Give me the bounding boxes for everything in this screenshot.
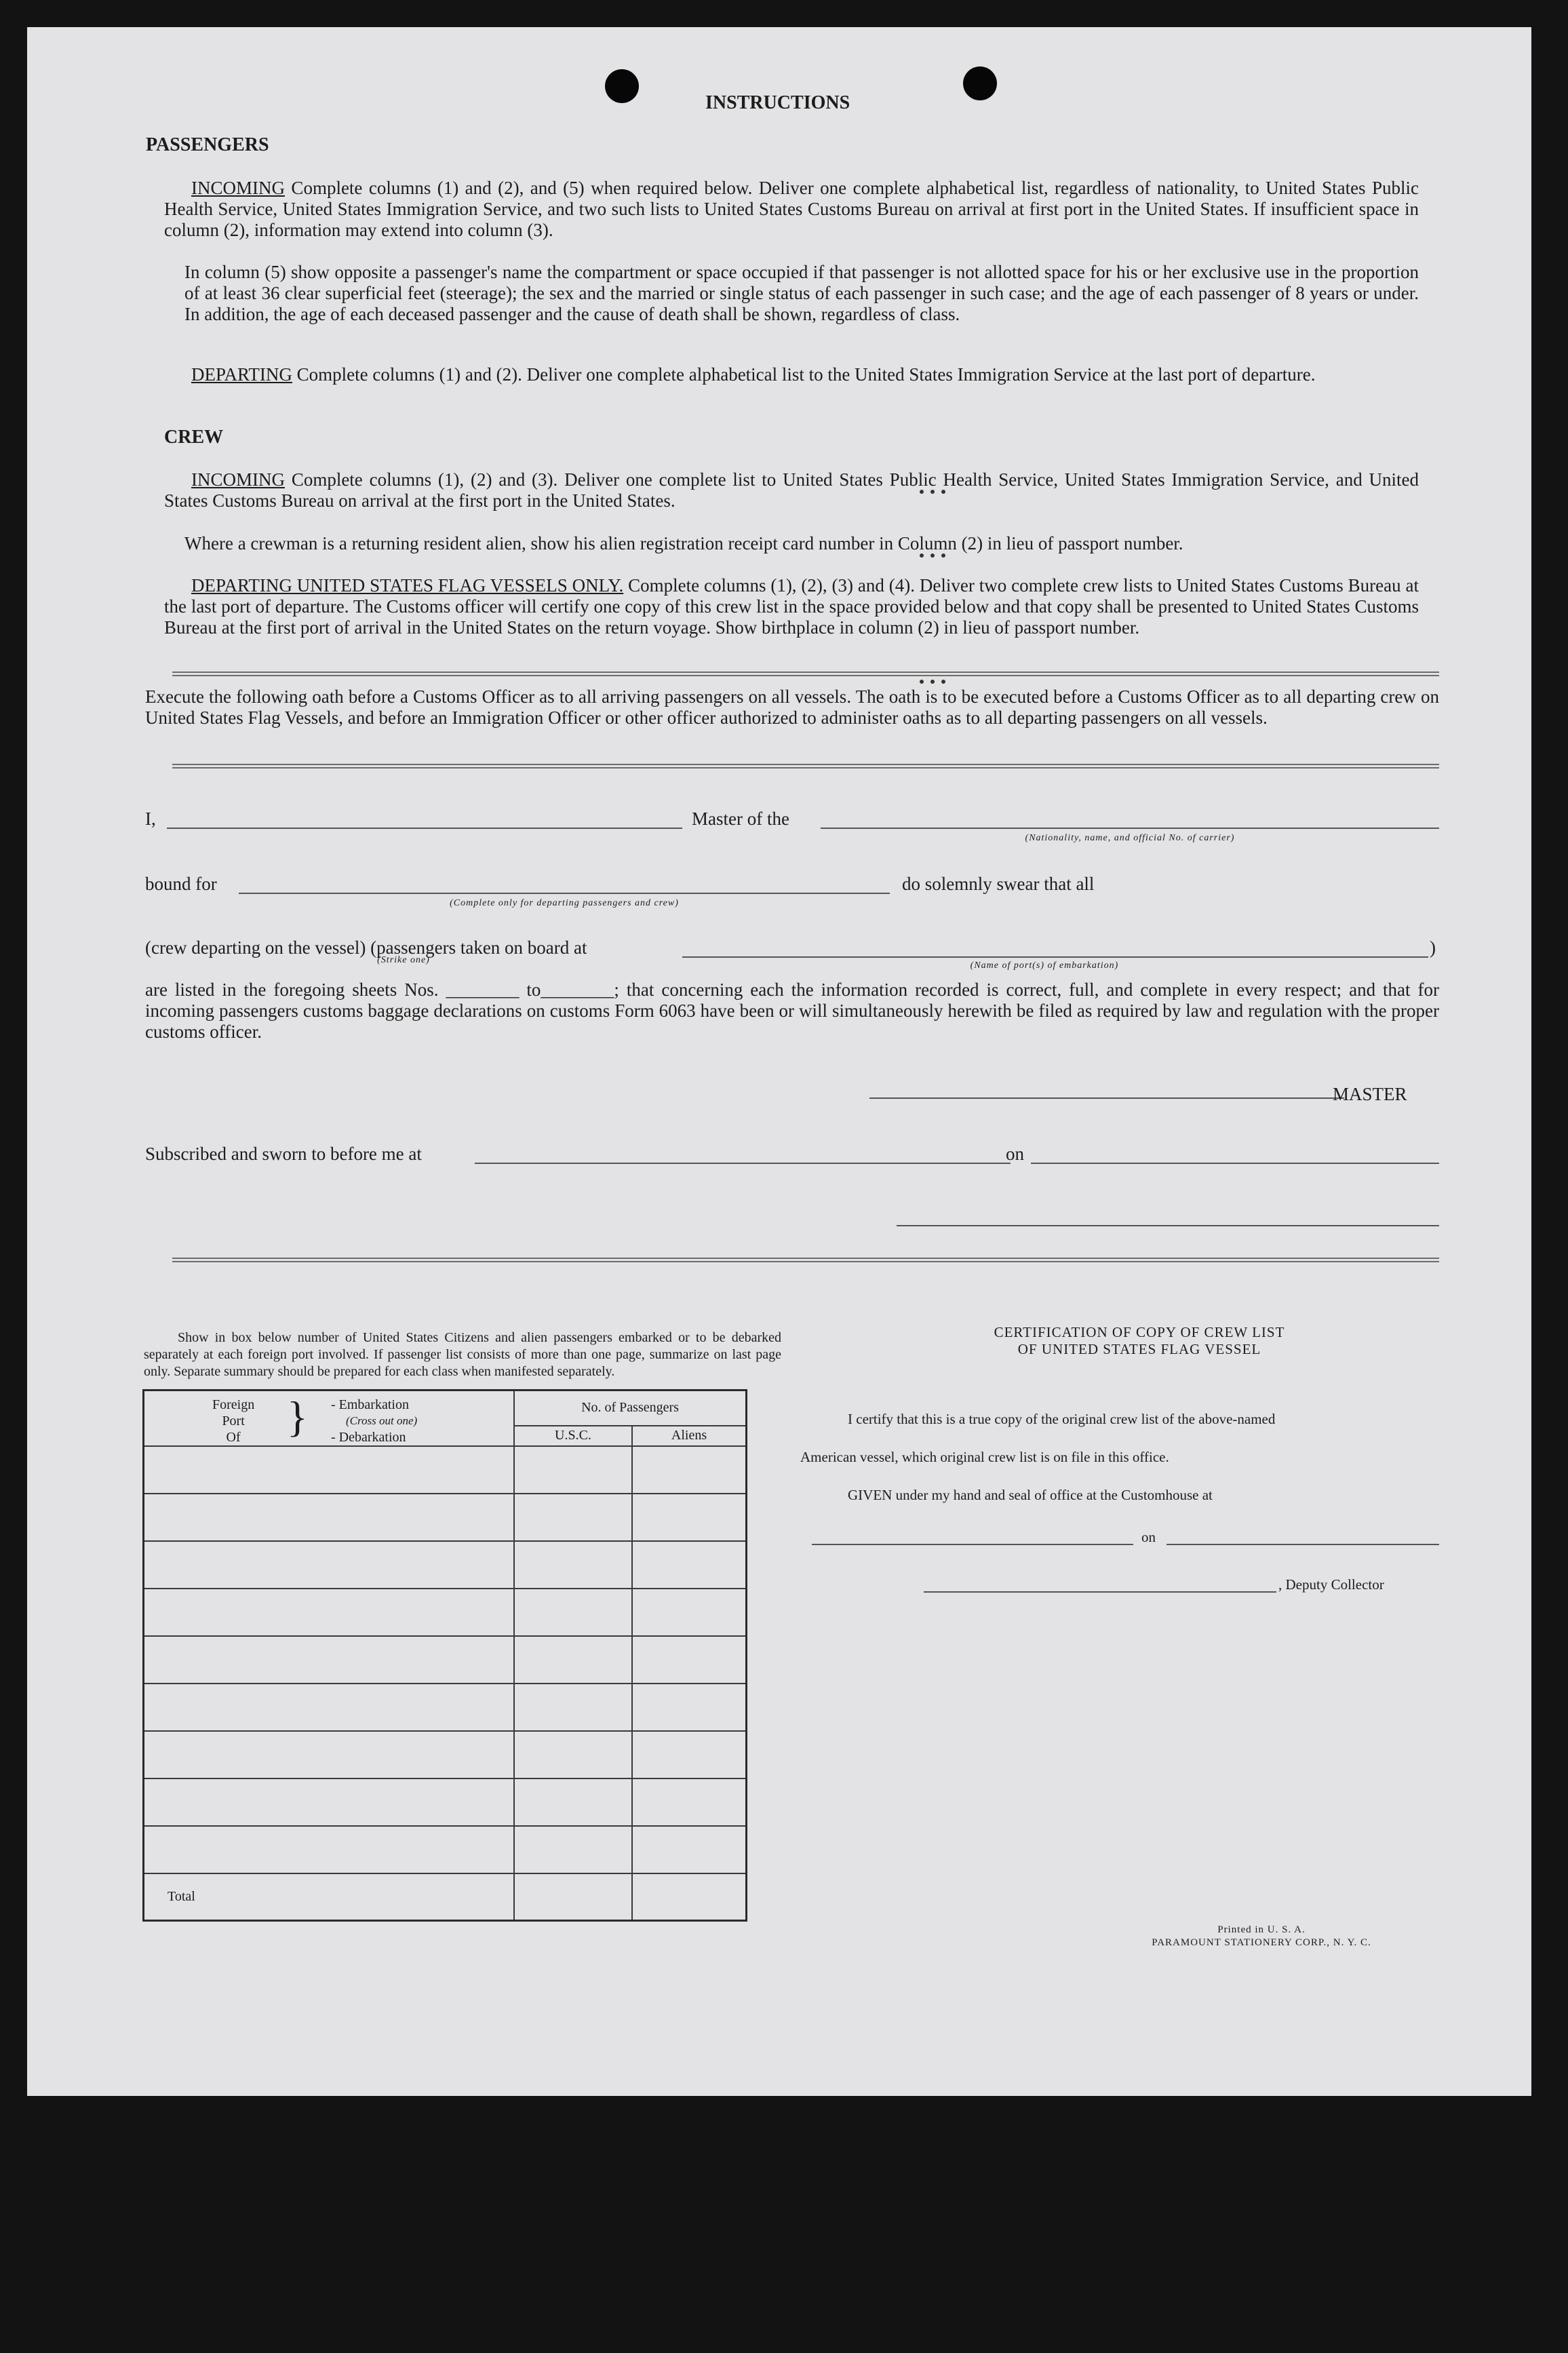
- of-label: Of: [226, 1430, 241, 1445]
- scan-speck: [920, 490, 924, 494]
- aliens-cell[interactable]: [632, 1778, 747, 1826]
- divider-1b: [172, 675, 1439, 676]
- port-cell[interactable]: [144, 1826, 515, 1873]
- passengers-departing-label: DEPARTING: [191, 364, 292, 385]
- no-passengers-header: No. of Passengers: [514, 1391, 747, 1426]
- scan-speck: [941, 490, 945, 494]
- certification-line3: GIVEN under my hand and seal of office at the Customhouse at: [848, 1487, 1213, 1503]
- listed-paragraph: are listed in the foregoing sheets Nos. ________ to________; that concerning each the information recorded is correct, full, and complete in every respect; and that for incoming passengers customs baggage declarations on customs Form 6063 have been or will simultaneously herewith be filed as required by law and regulation with the proper customs officer.: [145, 979, 1439, 1042]
- carrier-caption: (Nationality, name, and official No. of carrier): [1025, 833, 1235, 843]
- certification-date-field[interactable]: [1167, 1544, 1439, 1545]
- summary-row: [144, 1826, 747, 1873]
- crew-departing-label: DEPARTING UNITED STATES FLAG VESSELS ONLY.: [191, 575, 624, 596]
- scan-speck: [941, 553, 945, 558]
- usc-cell[interactable]: [514, 1731, 632, 1778]
- certification-on-label: on: [1141, 1529, 1156, 1545]
- divider-1: [172, 672, 1439, 673]
- aliens-cell[interactable]: [632, 1446, 747, 1494]
- punch-hole-left: [605, 69, 639, 103]
- embarkation-port-field[interactable]: [682, 956, 1428, 958]
- certification-title-line1: CERTIFICATION OF COPY OF CREW LIST: [994, 1324, 1285, 1340]
- scan-speck: [930, 553, 935, 558]
- divider-3b: [172, 1261, 1439, 1262]
- summary-header-row: [144, 1391, 747, 1426]
- close-paren: ): [1430, 937, 1436, 958]
- scan-speck: [941, 680, 945, 684]
- embark-debark-group: [331, 1397, 417, 1445]
- passengers-incoming-label: INCOMING: [191, 178, 285, 198]
- port-cell[interactable]: [144, 1684, 515, 1731]
- usc-cell[interactable]: [514, 1684, 632, 1731]
- total-label: Total: [144, 1873, 515, 1921]
- embarkation-label[interactable]: - Embarkation: [331, 1397, 409, 1412]
- scan-speck: [920, 680, 924, 684]
- crew-departing-label-oath: (crew departing on the vessel) (passengers taken on board at: [145, 937, 587, 958]
- port-cell[interactable]: [144, 1541, 515, 1589]
- aliens-cell[interactable]: [632, 1826, 747, 1873]
- crew-incoming-paragraph: [164, 469, 1419, 511]
- cross-out-label: (Cross out one): [346, 1414, 418, 1427]
- deputy-signature-field[interactable]: [924, 1591, 1276, 1593]
- port-cell[interactable]: [144, 1731, 515, 1778]
- passengers-departing-paragraph: [164, 364, 1419, 385]
- summary-row: [144, 1589, 747, 1636]
- summary-row: [144, 1778, 747, 1826]
- certification-line2: American vessel, which original crew list is on file in this office.: [800, 1449, 1169, 1465]
- divider-3: [172, 1258, 1439, 1259]
- bound-for-field[interactable]: [239, 893, 890, 894]
- passengers-heading: PASSENGERS: [146, 134, 269, 155]
- bound-for-label: bound for: [145, 874, 217, 894]
- crew-heading: CREW: [164, 427, 224, 448]
- port-cell[interactable]: [144, 1778, 515, 1826]
- port-caption: (Name of port(s) of embarkation): [970, 960, 1119, 971]
- master-signature-field[interactable]: [869, 1097, 1344, 1099]
- summary-row: [144, 1731, 747, 1778]
- certification-title-line2: OF UNITED STATES FLAG VESSEL: [1017, 1341, 1261, 1357]
- summary-row: [144, 1541, 747, 1589]
- total-usc-cell[interactable]: [514, 1873, 632, 1921]
- scan-speck: [930, 680, 935, 684]
- aliens-cell[interactable]: [632, 1541, 747, 1589]
- printer-imprint: [1099, 1924, 1424, 1949]
- usc-header: U.S.C.: [514, 1426, 632, 1446]
- summary-note: Show in box below number of United States Citizens and alien passengers embarked or to be debarked separately at each foreign port involved. If passenger list consists of more than one page, summarize on last page only. Separate summary should be prepared for each class when manifested separately.: [144, 1330, 781, 1379]
- carrier-field[interactable]: [821, 828, 1439, 829]
- certification-title: [868, 1324, 1411, 1358]
- total-aliens-cell[interactable]: [632, 1873, 747, 1921]
- crew-incoming-label: INCOMING: [191, 469, 285, 490]
- aliens-cell[interactable]: [632, 1731, 747, 1778]
- port-cell[interactable]: [144, 1589, 515, 1636]
- aliens-cell[interactable]: [632, 1684, 747, 1731]
- sworn-on-label: on: [1006, 1144, 1024, 1164]
- column5-paragraph: In column (5) show opposite a passenger's name the compartment or space occupied if that passenger is not allotted space for his or her exclusive use in the proportion of at least 36 clear superficial feet (steerage); the sex and the married or single status of each passenger in such case; and the age of each passenger of 8 years or under. In addition, the age of each deceased passenger and the cause of death shall be shown, regardless of class.: [184, 262, 1419, 324]
- port-cell[interactable]: [144, 1494, 515, 1541]
- crew-departing-text: Complete columns (1), (2), (3) and (4). Deliver two complete crew lists to United States Customs Bureau at the last port of departure. The Customs officer will certify one copy of this crew list in the space provided below and that copy shall be presented to United States Customs Bureau at the first port of arrival in the United States on the return voyage. Show birthplace in column (2) in lieu of passport number.: [164, 575, 1419, 638]
- deputy-collector-label: , Deputy Collector: [1278, 1576, 1384, 1593]
- usc-cell[interactable]: [514, 1778, 632, 1826]
- aliens-header: Aliens: [632, 1426, 747, 1446]
- passengers-departing-text: Complete columns (1) and (2). Deliver one complete alphabetical list to the United States Immigration Service at the last port of departure.: [292, 364, 1316, 385]
- master-name-field[interactable]: [167, 828, 682, 829]
- summary-row: [144, 1494, 747, 1541]
- certification-line1: I certify that this is a true copy of the original crew list of the above-named: [848, 1411, 1276, 1427]
- printer-line1: Printed in U. S. A.: [1217, 1924, 1306, 1935]
- master-of-the-label: Master of the: [692, 809, 789, 829]
- port-label: Port: [222, 1414, 245, 1428]
- sworn-at-field[interactable]: [475, 1163, 1011, 1164]
- summary-row: [144, 1636, 747, 1684]
- summary-row: [144, 1684, 747, 1731]
- usc-cell[interactable]: [514, 1446, 632, 1494]
- subscribed-label: Subscribed and sworn to before me at: [145, 1144, 422, 1164]
- strike-one-caption: (Strike one): [377, 955, 430, 965]
- scan-speck: [920, 553, 924, 558]
- instructions-title: INSTRUCTIONS: [705, 92, 850, 113]
- passenger-summary-table: [142, 1389, 747, 1922]
- divider-2: [172, 764, 1439, 765]
- usc-cell[interactable]: [514, 1636, 632, 1684]
- brace-icon: }: [287, 1393, 308, 1441]
- port-cell[interactable]: [144, 1446, 515, 1494]
- usc-cell[interactable]: [514, 1541, 632, 1589]
- passengers-incoming-text: Complete columns (1) and (2), and (5) when required below. Deliver one complete alphabetical list, regardless of nationality, to United States Public Health Service, United States Immigration Service, and two such lists to United States Customs Bureau on arrival at first port in the United States. If insufficient space in column (2), information may extend into column (3).: [164, 178, 1419, 240]
- usc-cell[interactable]: [514, 1589, 632, 1636]
- swear-label: do solemnly swear that all: [902, 874, 1095, 894]
- crew-incoming-text: Complete columns (1), (2) and (3). Deliver one complete list to United States Public Health Service, United States Immigration Service, and United States Customs Bureau on arrival at the first port in the United States.: [164, 469, 1419, 511]
- sworn-date-field[interactable]: [1031, 1163, 1439, 1164]
- printer-line2: PARAMOUNT STATIONERY CORP., N. Y. C.: [1152, 1937, 1371, 1948]
- passengers-incoming-paragraph: [164, 178, 1419, 241]
- crew-departing-paragraph: [164, 575, 1419, 638]
- customhouse-field[interactable]: [812, 1544, 1133, 1545]
- usc-cell[interactable]: [514, 1494, 632, 1541]
- summary-total-row: [144, 1873, 747, 1921]
- summary-row: [144, 1446, 747, 1494]
- aliens-cell[interactable]: [632, 1589, 747, 1636]
- debarkation-label[interactable]: - Debarkation: [331, 1430, 406, 1445]
- aliens-cell[interactable]: [632, 1494, 747, 1541]
- crewman-paragraph: Where a crewman is a returning resident alien, show his alien registration receipt card number in Column (2) in lieu of passport number.: [184, 533, 1183, 553]
- port-cell[interactable]: [144, 1636, 515, 1684]
- usc-cell[interactable]: [514, 1826, 632, 1873]
- foreign-label: Foreign: [212, 1397, 255, 1412]
- master-label: MASTER: [1333, 1084, 1407, 1104]
- punch-hole-right: [963, 66, 997, 100]
- foreign-port-of: [212, 1397, 254, 1445]
- officer-signature-field[interactable]: [897, 1225, 1439, 1226]
- oath-i-label: I,: [145, 809, 156, 829]
- oath-intro: Execute the following oath before a Customs Officer as to all arriving passengers on all vessels. The oath is to be executed before a Customs Officer as to all departing crew on United States Flag Vessels, and before an Immigration Officer or other officer authorized to administer oaths as to all departing passengers on all vessels.: [145, 686, 1439, 728]
- bound-for-caption: (Complete only for departing passengers and crew): [450, 898, 679, 908]
- scan-speck: [930, 490, 935, 494]
- divider-2b: [172, 767, 1439, 769]
- port-header-cell: [144, 1391, 515, 1446]
- aliens-cell[interactable]: [632, 1636, 747, 1684]
